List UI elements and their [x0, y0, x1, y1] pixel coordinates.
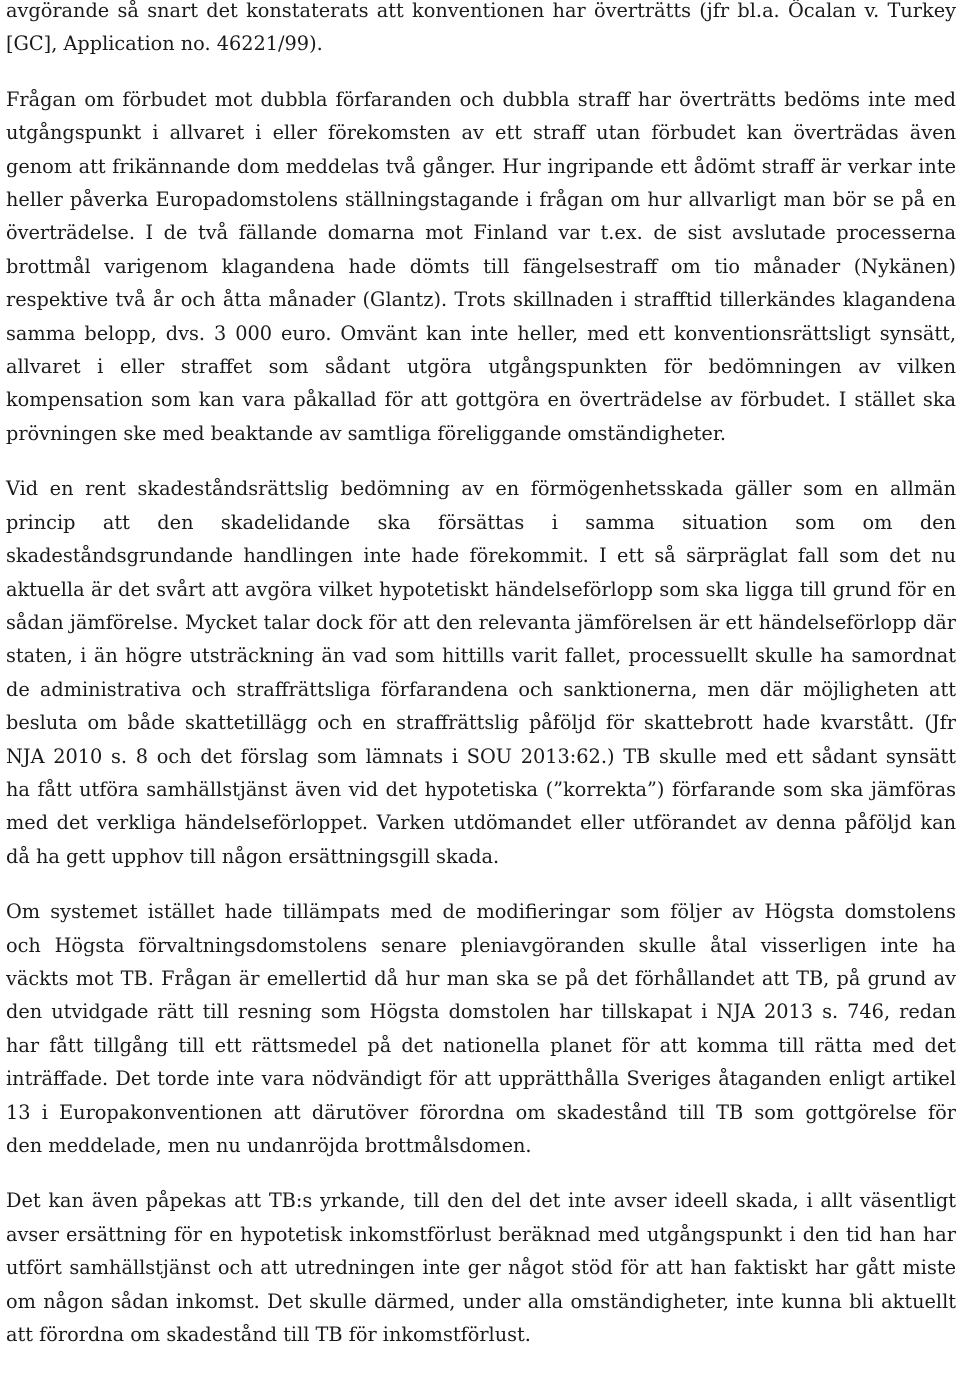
text-line: ha fått utföra samhällstjänst även vid det hypotetiska (”korrekta”) förfarande som ska jämföras [6, 777, 956, 801]
text-line: väckts mot TB. Frågan är emellertid då hur man ska se på det förhållandet att TB, på grund av [6, 966, 956, 990]
paragraph-4 [6, 895, 956, 1162]
text-line: om någon sådan inkomst. Det skulle därmed, under alla omständigheter, inte kunna bli aktuellt [6, 1289, 956, 1313]
paragraph-1 [6, 0, 956, 61]
text-line: samma belopp, dvs. 3 000 euro. Omvänt kan inte heller, med ett konventionsrättsligt synsätt, [6, 321, 956, 345]
text-line: har fått tillgång till ett rättsmedel på det nationella planet för att komma till rätta med det [6, 1033, 956, 1057]
text-line: överträdelse. I de två fällande domarna mot Finland var t.ex. de sist avslutade processerna [6, 221, 956, 245]
text-line: utgångspunkt i allvaret i eller förekomsten av ett straff utan förbudet kan överträdas även [6, 121, 956, 145]
text-line: genom att frikännande dom meddelas två gånger. Hur ingripande ett ådömt straff är verkar inte [6, 154, 956, 178]
paragraph-5 [6, 1184, 956, 1351]
text-line: NJA 2010 s. 8 och det förslag som lämnats i SOU 2013:62.) TB skulle med ett sådant synsätt [6, 744, 956, 768]
text-line: Vid en rent skadeståndsrättslig bedömning av en förmögenhetsskada gäller som en allmän [6, 477, 956, 501]
text-line: inträffade. Det torde inte vara nödvändigt för att upprätthålla Sveriges åtaganden enligt artikel [6, 1067, 956, 1091]
text-line: [GC], Application no. 46221/99). [6, 32, 323, 56]
text-line: den utvidgade rätt till resning som Högsta domstolen har tillskapat i NJA 2013 s. 746, redan [6, 1000, 956, 1024]
text-line: prövningen ske med beaktande av samtliga föreliggande omständigheter. [6, 421, 727, 445]
text-line: skadeståndsgrundande handlingen inte hade förekommit. I ett så särpräglat fall som det nu [6, 544, 956, 568]
text-line: sådan jämförelse. Mycket talar dock för att den relevanta jämförelsen är ett händelseförlopp där [6, 610, 956, 634]
text-line: aktuella är det svårt att avgöra vilket hypotetiskt händelseförlopp som ska ligga till grund för en [6, 577, 956, 601]
text-line: den meddelade, men nu undanröjda brottmålsdomen. [6, 1134, 532, 1157]
text-line: princip att den skadelidande ska försättas i samma situation som om den [6, 510, 956, 534]
text-line: utfört samhällstjänst och att utredningen inte ger något stöd för att han faktiskt har gått miste [6, 1256, 956, 1280]
text-line: med det verkliga händelseförloppet. Varken utdömandet eller utförandet av denna påföljd kan [6, 811, 956, 835]
text-line: brottmål varigenom klagandena hade dömts till fängelsestraff om tio månader (Nykänen) [6, 254, 956, 278]
text-line: avser ersättning för en hypotetisk inkomstförlust beräknad med utgångspunkt i den tid han har [6, 1222, 956, 1246]
text-line: Det kan även påpekas att TB:s yrkande, till den del det inte avser ideell skada, i allt väsentligt [6, 1189, 956, 1213]
text-line: 13 i Europakonventionen att därutöver förordna om skadestånd till TB som gottgörelse för [6, 1100, 956, 1124]
text-line: avgörande så snart det konstaterats att konventionen har överträtts (jfr bl.a. Öcalan v. Turkey [6, 0, 956, 22]
text-line: att förordna om skadestånd till TB för inkomstförlust. [6, 1323, 531, 1347]
text-line: heller påverka Europadomstolens ställningstagande i frågan om hur allvarligt man bör se på en [6, 188, 956, 212]
paragraph-2 [6, 83, 956, 450]
paragraph-3 [6, 472, 956, 873]
text-line: respektive två år och åtta månader (Glantz). Trots skillnaden i strafftid tillerkändes klagandena [6, 288, 956, 312]
text-line: de administrativa och straffrättsliga förfarandena och sanktionerna, men där möjligheten att [6, 677, 956, 701]
text-line: då ha gett upphov till någon ersättningsgill skada. [6, 844, 500, 868]
document-page [6, 0, 956, 1373]
text-line: Frågan om förbudet mot dubbla förfaranden och dubbla straff har överträtts bedöms inte med [6, 87, 956, 111]
text-line: Om systemet istället hade tillämpats med de modifieringar som följer av Högsta domstolens [6, 900, 956, 924]
text-line: besluta om både skattetillägg och en straffrättslig påföljd för skattebrott hade kvarstått. (Jfr [6, 711, 956, 735]
text-line: och Högsta förvaltningsdomstolens senare pleniavgöranden skulle åtal visserligen inte ha [6, 933, 956, 957]
text-line: allvaret i eller straffet som sådant utgöra utgångspunkten för bedömningen av vilken [6, 355, 956, 379]
text-line: staten, i än högre utsträckning än vad som hittills varit fallet, processuellt skulle ha samordnat [6, 644, 956, 668]
text-line: kompensation som kan vara påkallad för att gottgöra en överträdelse av förbudet. I stället ska [6, 388, 956, 412]
